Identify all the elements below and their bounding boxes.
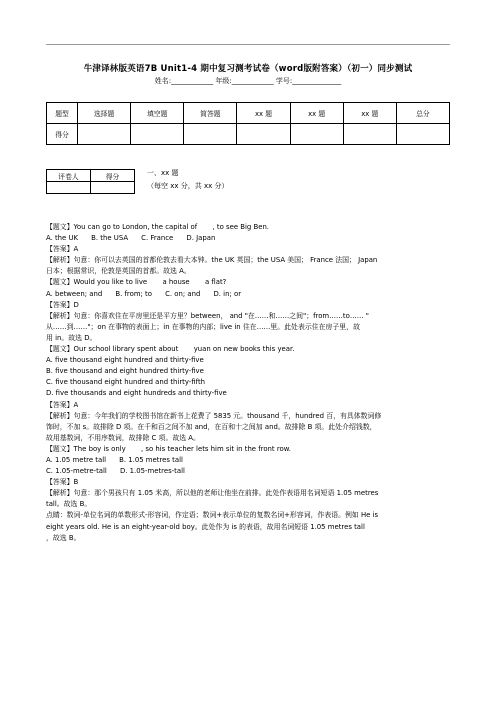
content-line: tall。故选 B。 [46, 500, 92, 509]
section-heading: 一、xx 题 [147, 169, 179, 177]
question-content [46, 222, 454, 544]
content-line: 【题文】Our school library spent about yuan on new books this year. [46, 345, 295, 354]
grader-header-row [47, 170, 135, 182]
student-info-line: 姓名:____________ 年级:____________ 学号:______________ [154, 77, 342, 85]
content-line: 用 in。故选 D。 [46, 333, 97, 342]
content-line: 【题文】You can go to London, the capital of , to see Big Ben. [46, 223, 270, 231]
content-line: eight years old. He is an eight-year-old boy。此处作为 is 的表语，故用名词短语 1.05 metres tall [46, 522, 365, 531]
grader-score-label: 得分 [91, 170, 135, 182]
score-table-header-row [47, 103, 450, 124]
content-line: 【答案】A [46, 400, 79, 409]
score-header-choice: 选择题 [78, 103, 131, 124]
content-line: 故用基数词，不用序数词，故排除 C 项。故选 A。 [46, 433, 200, 442]
content-line: C. five thousand eight hundred and thirty-fifth [46, 378, 206, 387]
content-line: A. 1.05 metre tall B. 1.05 metres tall [46, 455, 183, 464]
content-line: ，故选 B。 [46, 533, 81, 542]
score-header-xx-2: xx 题 [290, 103, 343, 124]
content-line: 【解析】句意：你喜欢住在平房里还是平方里？between， and "在……和……之间"；from……to…… " [46, 311, 369, 320]
score-header-short-answer: 简答题 [184, 103, 237, 124]
score-header-fill: 填空题 [131, 103, 184, 124]
score-cell [237, 124, 290, 145]
score-table [46, 102, 450, 145]
score-cell [184, 124, 237, 145]
top-rule [46, 44, 450, 45]
page-title: 牛津译林版英语7B Unit1-4 期中复习测考试卷（word版附答案）（初一）同步测试 [83, 64, 413, 74]
grader-box [46, 169, 135, 194]
content-line: 【解析】句意：那个男孩只有 1.05 米高，所以他的老师让他坐在前排。此处作表语用名词短语 1.05 metres [46, 489, 379, 498]
grader-blank-row [47, 182, 135, 194]
content-line: B. five thousand and eight hundred thirty-five [46, 367, 204, 376]
content-line: 点睛：数词-单位名词的单数形式-形容词，作定语；数词+表示单位的复数名词+形容词，作表语。例如 He is [46, 511, 379, 520]
score-header-total: 总分 [396, 103, 449, 124]
score-cell [78, 124, 131, 145]
content-line: 【题文】Would you like to live a house a flat? [46, 278, 227, 287]
section-note: （每空 xx 分，共 xx 分） [147, 182, 229, 190]
content-line: 日本；根据常识，伦敦是英国的首都。故选 A。 [46, 267, 191, 276]
grader-cell [47, 182, 91, 194]
content-line: 【题文】The boy is only , so his teacher lets him sit in the front row. [46, 444, 291, 453]
score-header-xx-3: xx 题 [343, 103, 396, 124]
content-line: 【答案】D [46, 300, 79, 309]
score-cell [343, 124, 396, 145]
content-line: 【解析】句意：你可以去英国的首都伦敦去看大本钟。the UK 英国；the USA 美国； France 法国； Japan [46, 256, 378, 265]
grader-cell [91, 182, 135, 194]
grader-label: 评卷人 [47, 170, 91, 182]
score-cell [396, 124, 449, 145]
content-line: C. 1.05-metre-tall D. 1.05-metres-tall [46, 467, 185, 476]
content-line: 【解析】句意：今年我们的学校图书馆在新书上花费了 5835 元。thousand 千，hundred 百，有具体数词修 [46, 411, 382, 420]
score-header-xx-1: xx 题 [237, 103, 290, 124]
score-table-score-row [47, 124, 450, 145]
content-line: A. five thousand eight hundred and thirty-five [46, 356, 204, 365]
content-line: A. the UK B. the USA C. France D. Japan [46, 234, 216, 243]
content-line: 饰时，不加 s。故排除 D 项。在千和百之间不加 and，在百和十之间加 and。故排除 B 项。此处介绍钱数， [46, 422, 377, 431]
content-line: 【答案】B [46, 478, 79, 487]
content-line: 【答案】A [46, 245, 79, 254]
content-line: D. five thousands and eight hundreds and thirty-five [46, 389, 227, 398]
score-row-label: 得分 [47, 124, 78, 145]
score-header-type: 题型 [47, 103, 78, 124]
score-cell [290, 124, 343, 145]
content-line: A. between; and B. from; to C. on; and D. in; or [46, 289, 242, 298]
score-cell [131, 124, 184, 145]
content-line: 从……到……"；on 在事物的表面上；in 在事物的内部；live in 住在……里。此处表示住在房子里，故 [46, 322, 360, 331]
